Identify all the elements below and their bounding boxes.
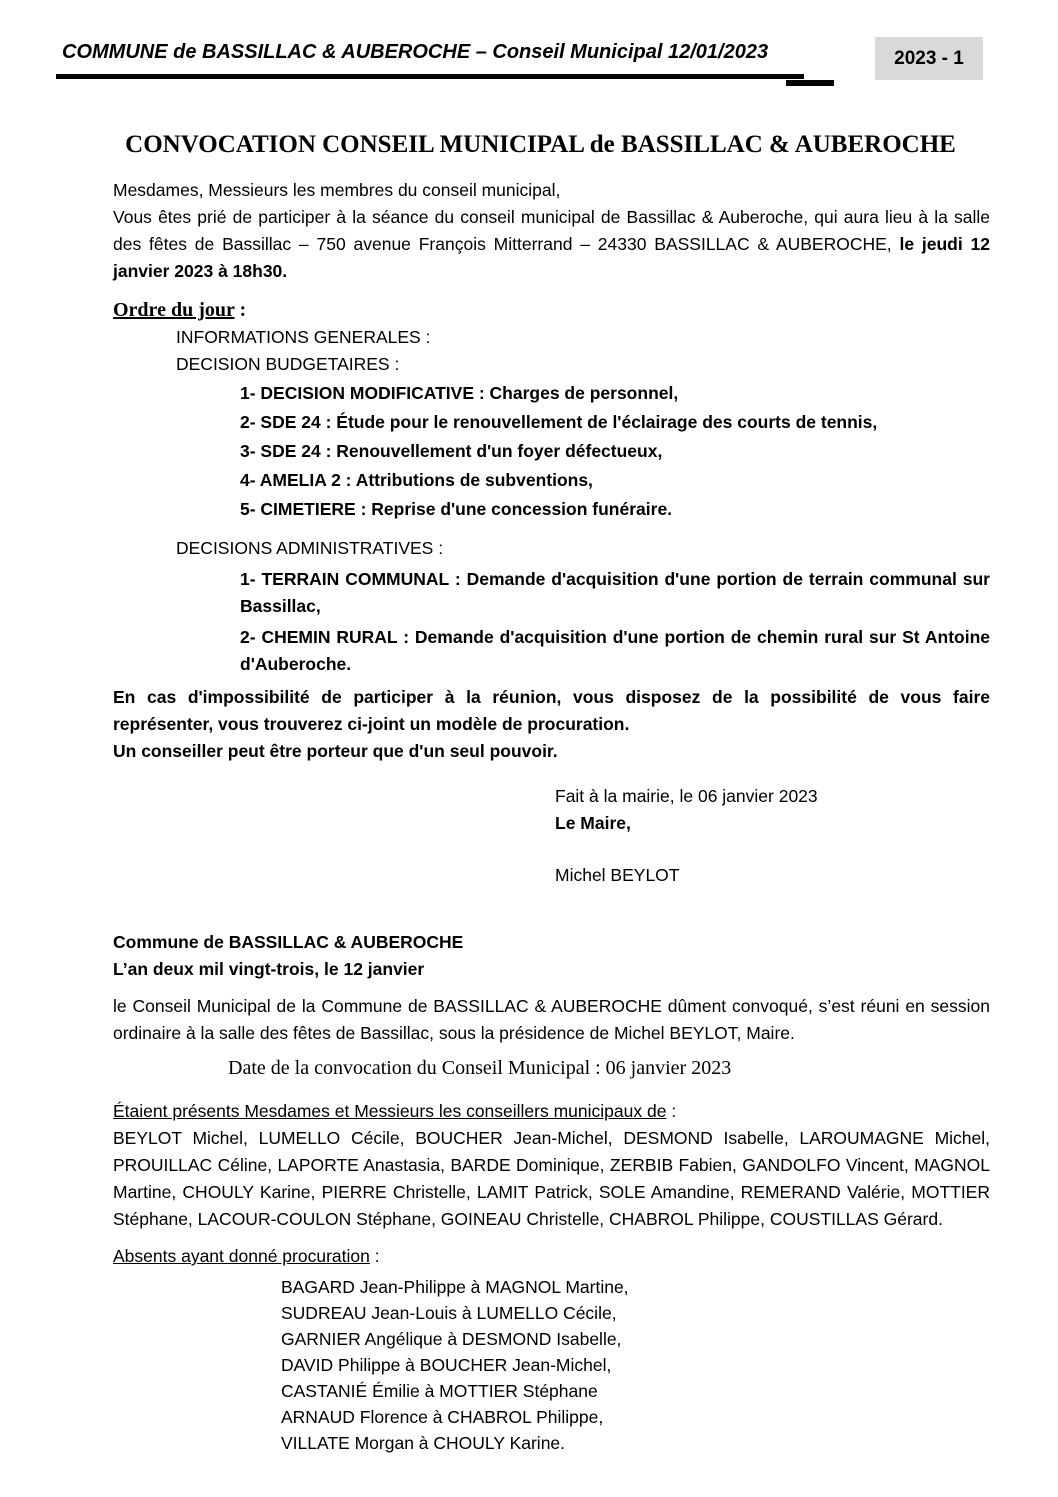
agenda-item-budget-4: 4- AMELIA 2 : Attributions de subventions, bbox=[240, 470, 593, 490]
agenda-item-budget-1: 1- DECISION MODIFICATIVE : Charges de personnel, bbox=[240, 383, 679, 403]
meeting-datetime: le jeudi 12 janvier 2023 à 18h30. bbox=[113, 234, 990, 281]
agenda-section-admin: DECISIONS ADMINISTRATIVES : bbox=[176, 538, 444, 558]
session-commune-line: Commune de BASSILLAC & AUBEROCHE bbox=[113, 932, 464, 952]
header-rule-dash bbox=[786, 80, 834, 86]
proxy-item: GARNIER Angélique à DESMOND Isabelle, bbox=[281, 1329, 622, 1349]
proxy-item: VILLATE Morgan à CHOULY Karine. bbox=[281, 1433, 566, 1453]
convocation-date-line: Date de la convocation du Conseil Municipal : 06 janvier 2023 bbox=[228, 1057, 732, 1079]
page-number-badge: 2023 - 1 bbox=[875, 37, 983, 80]
proxy-item: ARNAUD Florence à CHABROL Philippe, bbox=[281, 1407, 604, 1427]
agenda-section-general: INFORMATIONS GENERALES : bbox=[176, 327, 431, 347]
signature-role: Le Maire, bbox=[555, 813, 631, 833]
header-title: COMMUNE de BASSILLAC & AUBEROCHE – Conseil Municipal 12/01/2023 bbox=[62, 41, 769, 63]
signature-name: Michel BEYLOT bbox=[555, 865, 680, 885]
invitation-paragraph bbox=[113, 204, 990, 285]
agenda-item-budget-3: 3- SDE 24 : Renouvellement d'un foyer défectueux, bbox=[240, 441, 663, 461]
document-body bbox=[113, 116, 990, 1456]
presents-heading bbox=[113, 1098, 990, 1125]
agenda-heading-text: Ordre du jour bbox=[113, 299, 235, 321]
session-date-line: L’an deux mil vingt-trois, le 12 janvier bbox=[113, 959, 425, 979]
agenda-item-budget-2: 2- SDE 24 : Étude pour le renouvellement de l'éclairage des courts de tennis, bbox=[240, 412, 878, 432]
proxy-item: CASTANIÉ Émilie à MOTTIER Stéphane bbox=[281, 1381, 598, 1401]
document-title: CONVOCATION CONSEIL MUNICIPAL de BASSILLAC & AUBEROCHE bbox=[125, 131, 956, 158]
signature-place-date: Fait à la mairie, le 06 janvier 2023 bbox=[555, 786, 818, 806]
agenda-item-admin-1: 1- TERRAIN COMMUNAL : Demande d'acquisition d'une portion de terrain communal sur Bassillac, bbox=[240, 569, 990, 616]
proxies-heading-text: Absents ayant donné procuration bbox=[113, 1246, 370, 1266]
proxy-list bbox=[281, 1274, 990, 1456]
agenda-heading-colon: : bbox=[234, 299, 247, 321]
proxy-note bbox=[113, 684, 990, 765]
header-rule bbox=[56, 74, 804, 79]
proxy-note-line1: En cas d'impossibilité de participer à la réunion, vous disposez de la possibilité de vous faire représenter, vous trouverez ci-joint un modèle de procuration. bbox=[113, 687, 990, 734]
salutation-line: Mesdames, Messieurs les membres du conseil municipal, bbox=[113, 180, 561, 200]
proxy-item: BAGARD Jean-Philippe à MAGNOL Martine, bbox=[281, 1277, 629, 1297]
invitation-text: Vous êtes prié de participer à la séance du conseil municipal de Bassillac & Auberoche, qui aura lieu à la salle des fêtes de Bassillac – 750 avenue François Mitterrand – 24330 BASSILLAC & AUBEROCHE, bbox=[113, 207, 990, 254]
proxies-heading-colon: : bbox=[369, 1246, 380, 1266]
presents-heading-colon: : bbox=[666, 1101, 677, 1121]
signature-block bbox=[555, 783, 990, 889]
proxy-item: DAVID Philippe à BOUCHER Jean-Michel, bbox=[281, 1355, 612, 1375]
proxy-note-line2: Un conseiller peut être porteur que d'un seul pouvoir. bbox=[113, 741, 558, 761]
presents-heading-text: Étaient présents Mesdames et Messieurs les conseillers municipaux de bbox=[113, 1101, 667, 1121]
agenda-item-admin-2: 2- CHEMIN RURAL : Demande d'acquisition d'une portion de chemin rural sur St Antoine d'Auberoche. bbox=[240, 627, 990, 674]
session-paragraph: le Conseil Municipal de la Commune de BASSILLAC & AUBEROCHE dûment convoqué, s’est réuni en session ordinaire à la salle des fêtes de Bassillac, sous la présidence de Michel BEYLOT, Maire. bbox=[113, 996, 990, 1043]
agenda-section-budget: DECISION BUDGETAIRES : bbox=[176, 354, 400, 374]
presents-names: BEYLOT Michel, LUMELLO Cécile, BOUCHER Jean-Michel, DESMOND Isabelle, LAROUMAGNE Michel, PROUILLAC Céline, LAPORTE Anastasia, BARDE Dominique, ZERBIB Fabien, GANDOLFO Vincent, MAGNOL Martine, CHOULY Karine, PIERRE Christelle, LAMIT Patrick, SOLE Amandine, REMERAND Valérie, MOTTIER Stéphane, LACOUR-COULON Stéphane, GOINEAU Christelle, CHABROL Philippe, COUSTILLAS Gérard. bbox=[113, 1128, 990, 1229]
agenda-heading bbox=[113, 297, 990, 324]
session-block bbox=[113, 929, 990, 1082]
proxy-item: SUDREAU Jean-Louis à LUMELLO Cécile, bbox=[281, 1303, 617, 1323]
proxies-heading bbox=[113, 1243, 990, 1270]
agenda-item-budget-5: 5- CIMETIERE : Reprise d'une concession funéraire. bbox=[240, 499, 673, 519]
